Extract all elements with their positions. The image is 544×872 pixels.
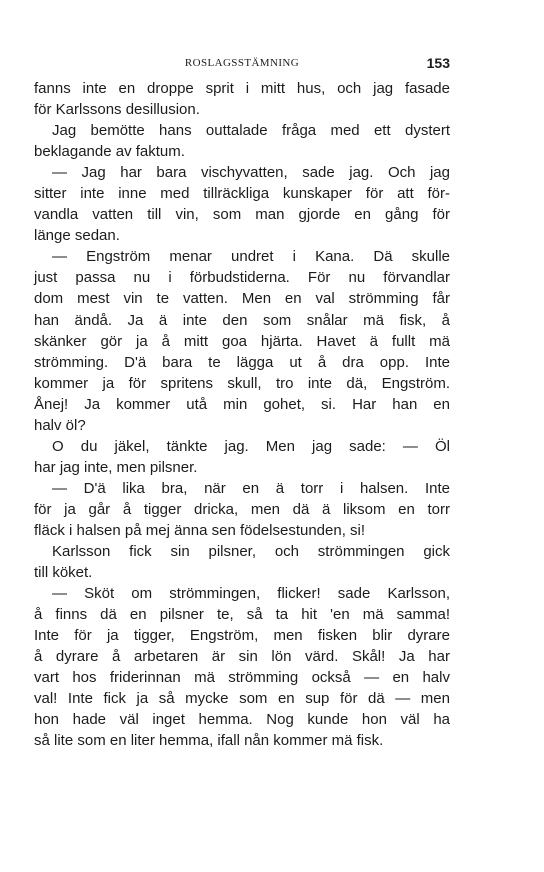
text-line: Ånej! Ja kommer utå min gohet, si. Har han en: [34, 395, 450, 413]
text-line: halv öl?: [34, 416, 86, 434]
text-line: för ja går å tigger dricka, men dä ä liksom en torr: [34, 500, 450, 518]
running-title: ROSLAGSSTÄMNING: [184, 57, 300, 69]
text-line: — Jag har bara vischyvatten, sade jag. Och jag: [52, 164, 450, 182]
text-line: — D'ä lika bra, när en ä torr i halsen. Inte: [52, 479, 450, 497]
text-line: länge sedan.: [34, 227, 120, 245]
text-line: strömming. D'ä bara te lägga ut å dra opp. Inte: [34, 353, 450, 371]
text-line: O du jäkel, tänkte jag. Men jag sade: — Öl: [52, 437, 450, 455]
running-head: [34, 54, 450, 72]
text-line: å finns dä en pilsner te, så ta hit 'en mä samma!: [34, 606, 450, 624]
text-line: skänker gör ja å mitt goa hjärta. Havet ä fullt mä: [34, 332, 450, 350]
text-line: Inte för ja tigger, Engström, men fisken blir dyrare: [34, 627, 450, 645]
text-line: till köket.: [34, 564, 93, 582]
page-number: 153: [426, 55, 450, 71]
text-line: å dyrare å arbetaren är sin lön värd. Skål! Ja har: [34, 648, 450, 666]
text-line: — Sköt om strömmingen, flicker! sade Karlsson,: [52, 585, 450, 603]
text-line: Karlsson fick sin pilsner, och strömmingen gick: [52, 543, 450, 561]
text-line: så lite som en liter hemma, ifall nån kommer mä fisk.: [34, 732, 384, 750]
text-line: han ändå. Ja ä inte den som snålar mä fisk, å: [34, 311, 450, 329]
text-line: vart hos friderinnan mä strömming också — en halv: [34, 669, 450, 687]
text-line: — Engström menar undret i Kana. Dä skulle: [52, 248, 450, 266]
text-line: kommer ja för spritens skull, tro inte dä, Engström.: [34, 374, 450, 392]
text-line: för Karlssons desillusion.: [34, 101, 200, 119]
text-line: vandla vatten till vin, som man gjorde en gång för: [34, 206, 450, 224]
text-line: just passa nu i förbudstiderna. För nu förvandlar: [34, 269, 450, 287]
text-line: Jag bemötte hans outtalade fråga med ett dystert: [52, 122, 450, 140]
text-line: beklagande av faktum.: [34, 143, 185, 161]
text-line: fanns inte en droppe sprit i mitt hus, och jag fasade: [34, 80, 450, 97]
text-line: dom mest vin te vatten. Men en val strömming får: [34, 290, 450, 308]
text-line: har jag inte, men pilsner.: [34, 458, 198, 476]
text-line: val! Inte fick ja så mycke som en sup för dä — men: [34, 690, 450, 708]
text-line: hon hade väl inget hemma. Nog kunde hon väl ha: [34, 711, 450, 729]
body-text: [34, 78, 450, 752]
text-line: sitter inte inne med tillräckliga kunskaper för att för-: [34, 185, 450, 203]
text-line: fläck i halsen på mej änna sen födelsestunden, si!: [34, 521, 366, 539]
